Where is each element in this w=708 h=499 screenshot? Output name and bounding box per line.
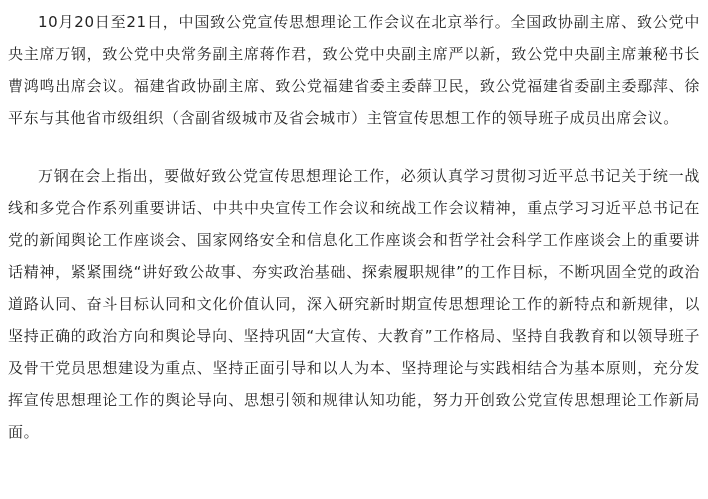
paragraph-wan-gang-remarks: 万钢在会上指出，要做好致公党宣传思想理论工作，必须认真学习贯彻习近平总书记关于统一战线和多党合作系列重要讲话、中共中央宣传工作会议和统战工作会议精神，重点学习习近平总书记在党的新闻舆论工作座谈会、国家网络安全和信息化工作座谈会和哲学社会科学工作座谈会上的重要讲话精神，紧紧围绕“讲好致公故事、夯实政治基础、探索履职规律”的工作目标，不断巩固全党的政治道路认同、奋斗目标认同和文化价值认同，深入研究新时期宣传思想理论工作的新特点和新规律，以坚持正确的政治方向和舆论导向、坚持巩固“大宣传、大教育”工作格局、坚持自我教育和以领导班子及骨干党员思想建设为重点、坚持正面引导和以人为本、坚持理论与实践相结合为基本原则，充分发挥宣传思想理论工作的舆论导向、思想引领和规律认知功能，努力开创致公党宣传思想理论工作新局面。 xyxy=(8,167,700,441)
paragraph-spacer xyxy=(8,134,700,160)
paragraph-meeting-summary: 10月20日至21日，中国致公党宣传思想理论工作会议在北京举行。全国政协副主席、致公党中央主席万钢，致公党中央常务副主席蒋作君，致公党中央副主席严以新，致公党中央副主席兼秘书长曹鸿鸣出席会议。福建省政协副主席、致公党福建省委主委薛卫民，致公党福建省委副主委鄢萍、徐平东与其他省市级组织（含副省级城市及省会城市）主管宣传思想工作的领导班子成员出席会议。 xyxy=(8,13,700,127)
